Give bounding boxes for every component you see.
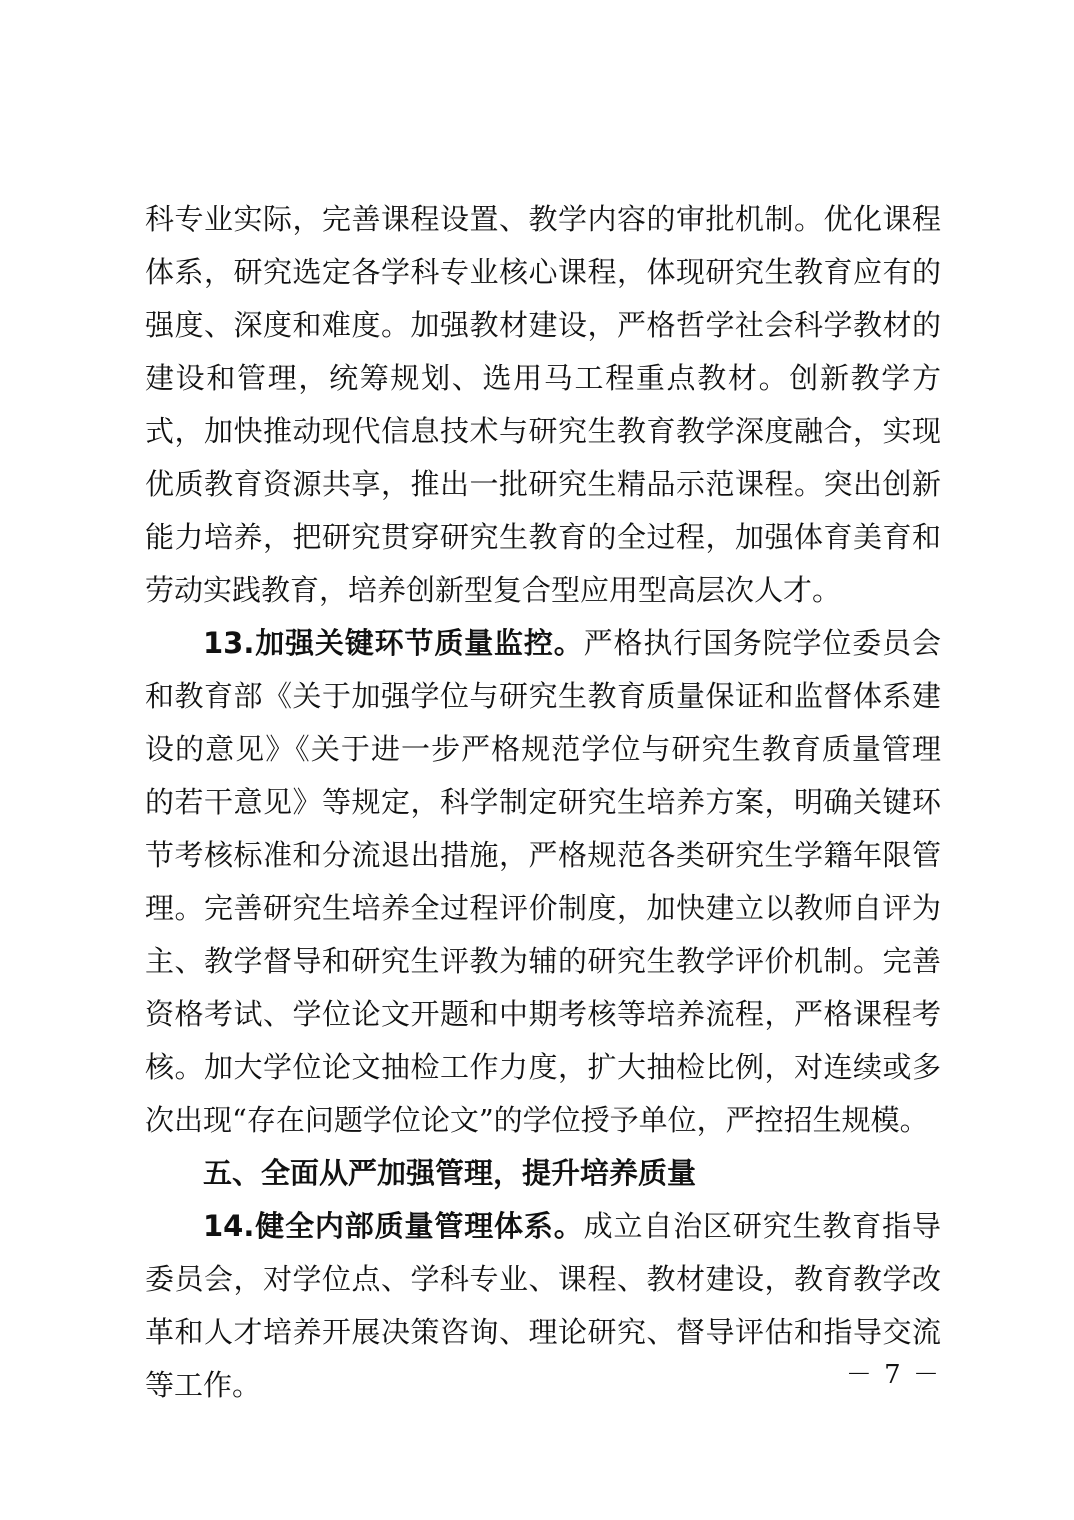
body-text — [145, 193, 941, 1412]
item-13-heading: 13.加强关键环节质量监控。 — [203, 626, 584, 660]
item-14-body: 成立自治区研究生教育指导委员会，对学位点、学科专业、课程、教材建设，教育教学改革和人才培养开展决策咨询、理论研究、督导评估和指导交流等工作。 — [145, 1209, 941, 1402]
paragraph-quality-monitoring — [145, 617, 941, 1147]
section-five-heading: 五、全面从严加强管理，提升培养质量 — [203, 1156, 697, 1190]
paragraph-curriculum: 科专业实际，完善课程设置、教学内容的审批机制。优化课程体系，研究选定各学科专业核心课程，体现研究生教育应有的强度、深度和难度。加强教材建设，严格哲学社会科学教材的建设和管理，统筹规划、选用马工程重点教材。创新教学方式，加快推动现代信息技术与研究生教育教学深度融合，实现优质教育资源共享，推出一批研究生精品示范课程。突出创新能力培养，把研究贯穿研究生教育的全过程，加强体育美育和劳动实践教育，培养创新型复合型应用型高层次人才。 — [145, 202, 941, 607]
paragraph-internal-quality — [145, 1200, 941, 1412]
page-number: － 7 － — [845, 1360, 941, 1390]
item-14-heading: 14.健全内部质量管理体系。 — [203, 1209, 584, 1243]
item-13-body: 严格执行国务院学位委员会和教育部《关于加强学位与研究生教育质量保证和监督体系建设的意见》《关于进一步严格规范学位与研究生教育质量管理的若干意见》等规定，科学制定研究生培养方案，明确关键环节考核标准和分流退出措施，严格规范各类研究生学籍年限管理。完善研究生培养全过程评价制度，加快建立以教师自评为主、教学督导和研究生评教为辅的研究生教学评价机制。完善资格考试、学位论文开题和中期考核等培养流程，严格课程考核。加大学位论文抽检工作力度，扩大抽检比例，对连续或多次出现“存在问题学位论文”的学位授予单位，严控招生规模。 — [145, 626, 941, 1137]
